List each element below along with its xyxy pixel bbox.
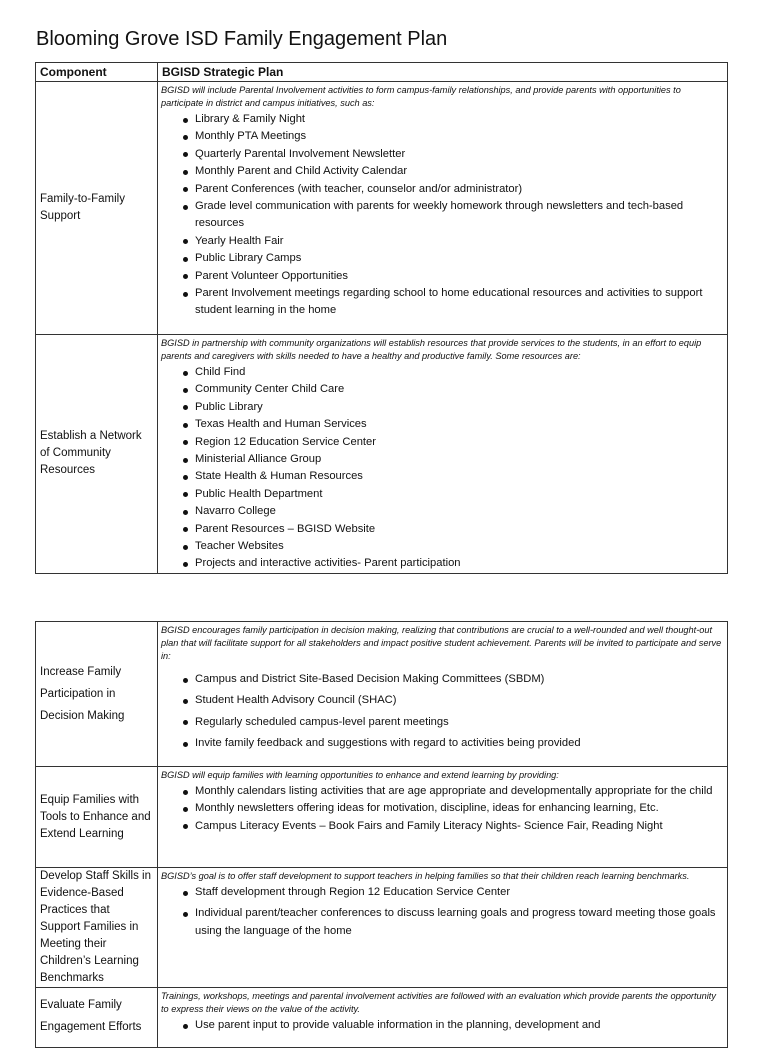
bullet-icon [183, 790, 188, 795]
list-item: Parent Conferences (with teacher, counselor and/or administrator) [179, 181, 723, 198]
plan-intro: Trainings, workshops, meetings and parental involvement activities are followed with an evaluation which provide parents the opportunity to express their views on the value of the activity. [161, 991, 716, 1014]
plan-intro: BGISD’s goal is to offer staff development to support teachers in helping families so that their children reach learning benchmarks. [161, 871, 690, 881]
bullet-icon [183, 699, 188, 704]
list-item: Parent Volunteer Opportunities [179, 268, 723, 285]
table-row [36, 988, 728, 1048]
list-item: Child Find [179, 364, 723, 381]
list-item: Staff development through Region 12 Education Service Center [179, 884, 723, 901]
component-cell: Increase Family Participation in Decision Making [36, 622, 158, 767]
list-item: Yearly Health Fair [179, 233, 723, 250]
list-item: Individual parent/teacher conferences to discuss learning goals and progress toward meeting those goals using the language of the home [179, 905, 723, 940]
list-item: Texas Health and Human Services [179, 416, 723, 433]
plan-cell [158, 988, 728, 1048]
component-cell: Establish a Network of Community Resources [36, 335, 158, 574]
header-component: Component [36, 63, 158, 82]
plan-list [161, 364, 723, 573]
bullet-icon [183, 292, 188, 297]
bullet-icon [183, 187, 188, 192]
table-row [36, 82, 728, 335]
table-row [36, 868, 728, 988]
list-item: Parent Resources – BGISD Website [179, 521, 723, 538]
bullet-icon [183, 257, 188, 262]
bullet-icon [183, 388, 188, 393]
plan-intro: BGISD in partnership with community organizations will establish resources that provide services to the students, in an effort to equip parents and caregivers with skills needed to have a healthy and productive family. Some resources are: [161, 338, 702, 361]
list-item: Public Library [179, 399, 723, 416]
bullet-icon [183, 423, 188, 428]
list-item: State Health & Human Resources [179, 468, 723, 485]
list-item: Monthly calendars listing activities that are age appropriate and developmentally appropriate for the child [179, 783, 723, 800]
list-item: Quarterly Parental Involvement Newsletter [179, 146, 723, 163]
table-row [36, 767, 728, 868]
bullet-icon [183, 440, 188, 445]
bullet-icon [183, 371, 188, 376]
list-item: Student Health Advisory Council (SHAC) [179, 692, 723, 709]
bullet-icon [183, 135, 188, 140]
strategic-plan-table-2 [35, 621, 728, 1048]
bullet-icon [183, 405, 188, 410]
plan-cell [158, 622, 728, 767]
table-row [36, 622, 728, 767]
bullet-icon [183, 458, 188, 463]
component-cell: Evaluate Family Engagement Efforts [36, 988, 158, 1048]
plan-cell [158, 335, 728, 574]
bullet-icon [183, 527, 188, 532]
bullet-icon [183, 510, 188, 515]
bullet-icon [183, 545, 188, 550]
list-item: Regularly scheduled campus-level parent meetings [179, 714, 723, 731]
plan-list [161, 111, 723, 320]
plan-cell [158, 82, 728, 335]
list-item: Community Center Child Care [179, 381, 723, 398]
table-row [36, 335, 728, 574]
strategic-plan-table-1 [35, 62, 728, 574]
list-item: Monthly newsletters offering ideas for motivation, discipline, ideas for enhancing learning, Etc. [179, 800, 723, 817]
bullet-icon [183, 1024, 188, 1029]
bullet-icon [183, 720, 188, 725]
page-title: Blooming Grove ISD Family Engagement Plan [36, 28, 448, 50]
list-item: Grade level communication with parents for weekly homework through newsletters and tech-based resources [179, 198, 723, 233]
list-item: Use parent input to provide valuable information in the planning, development and [179, 1017, 723, 1034]
bullet-icon [183, 492, 188, 497]
list-item: Parent Involvement meetings regarding school to home educational resources and activities to support student learning in the home [179, 285, 723, 320]
list-item: Monthly Parent and Child Activity Calendar [179, 163, 723, 180]
header-plan: BGISD Strategic Plan [158, 63, 728, 82]
list-item: Public Library Camps [179, 250, 723, 267]
plan-list [161, 783, 723, 835]
plan-intro: BGISD will include Parental Involvement activities to form campus-family relationships, and provide parents with opportunities to participate in district and campus initiatives, such as: [161, 85, 681, 108]
list-item: Campus and District Site-Based Decision Making Committees (SBDM) [179, 671, 723, 688]
bullet-icon [183, 239, 188, 244]
list-item: Invite family feedback and suggestions with regard to activities being provided [179, 735, 723, 752]
plan-intro: BGISD encourages family participation in decision making, realizing that contributions are crucial to a well-rounded and well thought-out plan that will facilitate support for all stakeholders and impact positive student achievement. Parents will be invited to participate and serve in: [161, 625, 722, 661]
plan-list [161, 884, 723, 940]
component-cell: Develop Staff Skills in Evidence-Based Practices that Support Families in Meeting their Children’s Learning Benchmarks [36, 868, 158, 988]
bullet-icon [183, 807, 188, 812]
table-header-row [36, 63, 728, 82]
list-item: Navarro College [179, 503, 723, 520]
component-cell: Family-to-Family Support [36, 82, 158, 335]
list-item: Ministerial Alliance Group [179, 451, 723, 468]
bullet-icon [183, 912, 188, 917]
list-item: Campus Literacy Events – Book Fairs and Family Literacy Nights- Science Fair, Reading Night [179, 818, 723, 835]
bullet-icon [183, 824, 188, 829]
bullet-icon [183, 742, 188, 747]
component-cell: Equip Families with Tools to Enhance and Extend Learning [36, 767, 158, 868]
plan-list [161, 1017, 723, 1034]
bullet-icon [183, 891, 188, 896]
list-item: Teacher Websites [179, 538, 723, 555]
plan-cell [158, 868, 728, 988]
bullet-icon [183, 152, 188, 157]
bullet-icon [183, 274, 188, 279]
bullet-icon [183, 170, 188, 175]
list-item: Monthly PTA Meetings [179, 128, 723, 145]
bullet-icon [183, 562, 188, 567]
list-item: Region 12 Education Service Center [179, 434, 723, 451]
bullet-icon [183, 678, 188, 683]
list-item: Projects and interactive activities- Parent participation [179, 555, 723, 572]
plan-cell [158, 767, 728, 868]
bullet-icon [183, 205, 188, 210]
bullet-icon [183, 118, 188, 123]
plan-list [161, 671, 723, 753]
list-item: Public Health Department [179, 486, 723, 503]
list-item: Library & Family Night [179, 111, 723, 128]
bullet-icon [183, 475, 188, 480]
plan-intro: BGISD will equip families with learning opportunities to enhance and extend learning by providing: [161, 770, 559, 780]
